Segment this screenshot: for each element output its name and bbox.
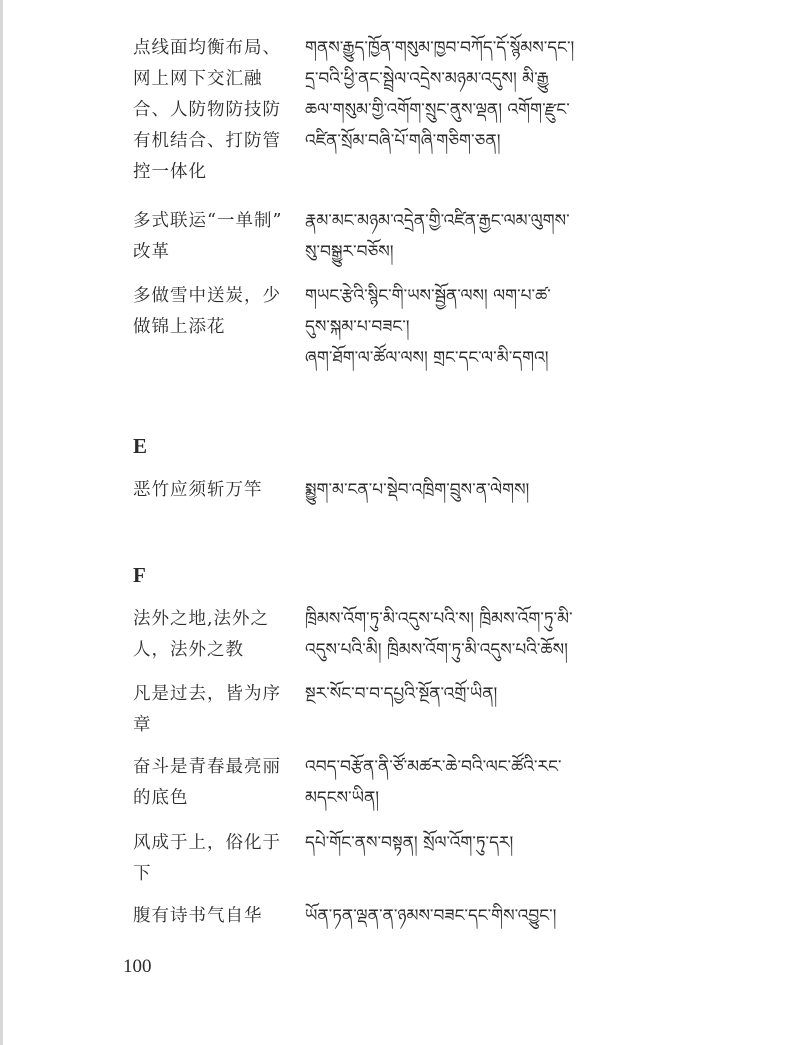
- chinese-term: 腹有诗书气自华: [133, 906, 263, 926]
- tibetan-translation: རྣམ་མང་མཉམ་འདྲེན་གྱི་འཛིན་རྒྱང་ལམ་ལུགས་ སུ་བསྒྱུར་བཅོས།: [305, 211, 570, 262]
- chinese-term: 点线面均衡布局、 网上网下交汇融 合、人防物防技防 有机结合、打防管 控一体化: [133, 38, 281, 182]
- tibetan-translation: དཔེ་གོང་ནས་བསྟན། སྲོལ་འོག་ཏུ་དར།: [305, 833, 514, 853]
- chinese-term: 风成于上，俗化于 下: [133, 833, 281, 884]
- section-letter-e: E: [133, 434, 148, 458]
- tibetan-translation: ཡོན་ཏན་ལྡན་ན་ཉམས་བཟང་དང་གིས་འབྱུང་།: [305, 906, 557, 926]
- tibetan-translation: གནས་རྒྱུད་ཁྱོན་གསུམ་ཁྱབ་བཀོད་དོ་སྙོམས་དང་། དྲ་བའི་ཕྱི་ནང་སྦྲེལ་འདྲེས་མཉམ་འདུས། མི་རྒྱུ ཆལ་གསུམ་གྱི་འགོག་སྲུང་ནུས་ལྡན། འགོག་རྫུང་ འཛིན་སྲོམ་བཞི་པོ་གཞི་གཅིག་ཅན།: [305, 38, 575, 151]
- tibetan-translation: ཁྲིམས་འོག་ཏུ་མི་འདུས་པའི་ས། ཁྲིམས་འོག་ཏུ་མི་ འདུས་པའི་མི། ཁྲིམས་འོག་ཏུ་མི་འདུས་པའི་ཆོས།: [305, 609, 573, 660]
- chinese-term: 奋斗是青春最亮丽 的底色: [133, 757, 281, 808]
- chinese-term: 多式联运“一单制” 改革: [133, 211, 283, 262]
- chinese-term: 恶竹应须斩万竿: [133, 480, 263, 500]
- tibetan-translation: འབད་བརྩོན་ནི་ཙོ་མཚར་ཆེ་བའི་ལང་ཚོའི་རང་ མདངས་ཡིན།: [305, 757, 562, 808]
- page-edge-rule: [0, 0, 3, 1045]
- tibetan-translation: སྔར་སོང་བ་བ་དཔྱའི་སྔོན་འགྲོ་ཡིན།: [305, 684, 498, 704]
- chinese-term: 法外之地,法外之 人，法外之教: [133, 609, 270, 660]
- chinese-term: 凡是过去，皆为序 章: [133, 684, 281, 735]
- page-number: 100: [123, 956, 152, 977]
- section-letter-f: F: [133, 563, 146, 587]
- chinese-term: 多做雪中送炭，少 做锦上添花: [133, 286, 281, 337]
- tibetan-translation: སྨྱུག་མ་ངན་པ་སྡེབ་འཁྲིག་བྲུས་ན་ལེགས།: [305, 480, 530, 500]
- tibetan-translation: གཡང་རྩེའི་སྙིང་གི་ཡས་སྦྱོན་ལས། ལག་པ་ཚ་ དུས་སྐམ་པ་བཟང་། ཞག་ཐོག་ལ་ཚོལ་ལས། གྲང་དང་ལ་མི་དགའ།: [305, 286, 551, 368]
